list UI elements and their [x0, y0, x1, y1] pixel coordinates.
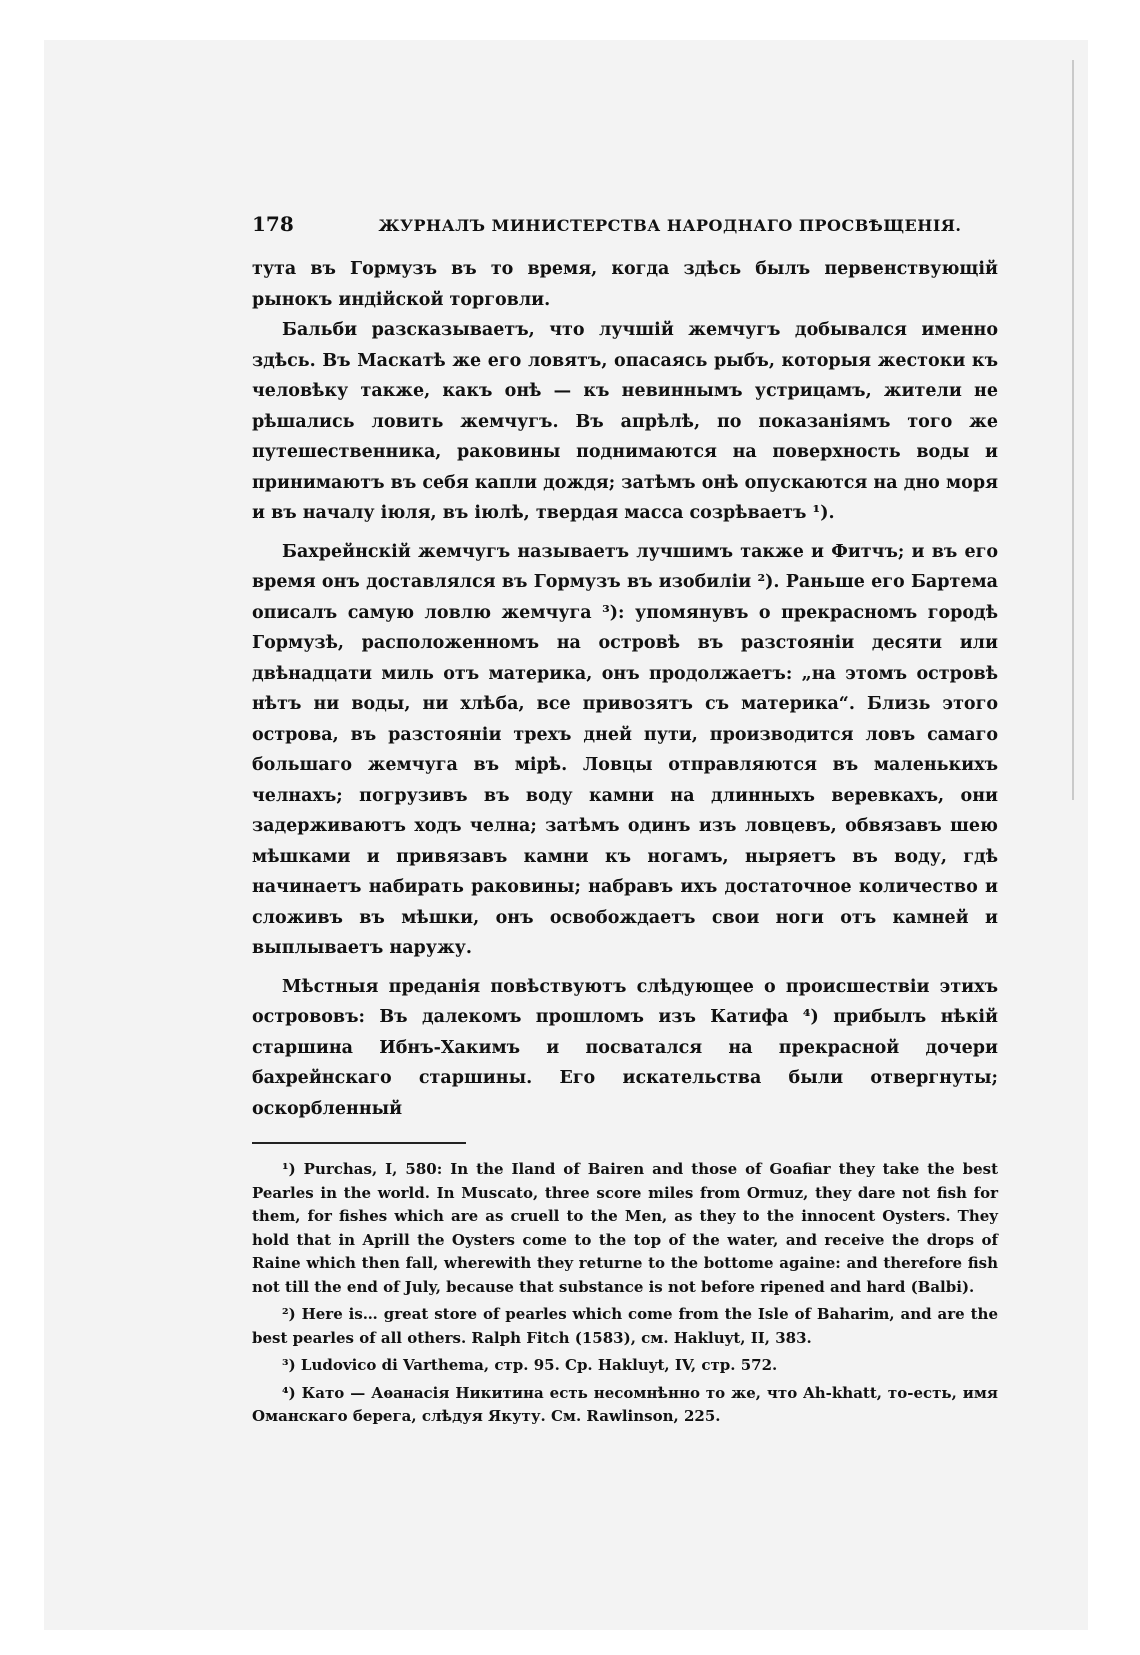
footnote-mark: ³): [282, 1356, 296, 1374]
footnote-text: Ludovico di Varthema, стр. 95. Ср. Hakluyt, IV, стр. 572.: [300, 1356, 778, 1374]
footnote: [252, 1303, 998, 1350]
footnote-mark: ¹): [282, 1160, 296, 1178]
footnote-text: Purchas, I, 580: In the Iland of Bairen and those of Goafiar they take the best Pearles in the world. In Muscato, three score miles from Ormuz, they dare not fish for them, for fishes which are as cruell to the Men, as they to the innocent Oysters. They hold that in Aprill the Oysters come to the top of the water, and receive the drops of Raine which then fall, wherewith they returne to the bottome againe: and therefore fish not till the end of July, because that substance is not before ripened and hard (Balbi).: [252, 1160, 999, 1296]
book-page: [252, 212, 998, 1433]
footnote: [252, 1354, 998, 1378]
footnote-text: Като — Аѳанасія Никитина есть несомнѣнно то же, что Ah-khatt, то-есть, имя Оманскаго берега, слѣдуя Якуту. См. Rawlinson, 225.: [252, 1383, 998, 1425]
page-number: 178: [252, 212, 294, 236]
footnote-mark: ⁴): [282, 1383, 296, 1402]
footnote: [252, 1382, 998, 1429]
journal-title: ЖУРНАЛЪ МИНИСТЕРСТВА НАРОДНАГО ПРОСВѢЩЕНІЯ.: [378, 216, 962, 235]
page-edge-line: [1072, 60, 1074, 800]
paragraph: тута въ Гормузъ въ то время, когда здѣсь былъ первенствующій рынокъ индійской торговли.: [252, 259, 998, 310]
paragraph: Мѣстныя преданія повѣствуютъ слѣдующее о происшествіи этихъ острововъ: Въ далекомъ прошломъ изъ Катифа ⁴) прибылъ нѣкій старшина Ибнъ-Хакимъ и посватался на прекрасной дочери бахрейнскаго старшины. Его искательства были отвергнуты; оскорбленный: [252, 976, 998, 1119]
main-text: [252, 254, 998, 1124]
running-head: [252, 212, 998, 234]
footnote-text: Here is… great store of pearles which come from the Isle of Baharim, and are the best pearles of all others. Ralph Fitch (1583), см. Hakluyt, II, 383.: [252, 1305, 998, 1347]
paragraph: Бахрейнскій жемчугъ называетъ лучшимъ также и Фитчъ; и въ его время онъ доставлялся въ Гормузъ въ изобиліи ²). Раньше его Бартема описалъ самую ловлю жемчуга ³): упомянувъ о прекрасномъ городѣ Гормузѣ, расположенномъ на островѣ въ разстояніи десяти или двѣнадцати миль отъ материка, онъ продолжаетъ: „на этомъ островѣ нѣтъ ни воды, ни хлѣба, все привозятъ съ материка“. Близь этого острова, въ разстояніи трехъ дней пути, производится ловъ самаго большаго жемчуга въ мірѣ. Ловцы отправляются въ маленькихъ челнахъ; погрузивъ въ воду камни на длинныхъ веревкахъ, они задерживаютъ ходъ челна; затѣмъ одинъ изъ ловцевъ, обвязавъ шею мѣшками и привязавъ камни къ ногамъ, ныряетъ въ воду, гдѣ начинаетъ набирать раковины; набравъ ихъ достаточное количество и сложивъ въ мѣшки, онъ освобождаетъ свои ноги отъ камней и выплываетъ наружу.: [252, 541, 998, 958]
paragraph: Бальби разсказываетъ, что лучшій жемчугъ добывался именно здѣсь. Въ Маскатѣ же его ловятъ, опасаясь рыбъ, которыя жестоки къ человѣку также, какъ онѣ — къ невиннымъ устрицамъ, жители не рѣшались ловить жемчугъ. Въ апрѣлѣ, по показаніямъ того же путешественника, раковины поднимаются на поверхность воды и принимаютъ въ себя капли дождя; затѣмъ онѣ опускаются на дно моря и въ началу іюля, въ іюлѣ, твердая масса созрѣваетъ ¹).: [252, 320, 998, 523]
footnote-mark: ²): [282, 1305, 296, 1323]
footnote-separator: [252, 1142, 466, 1144]
footnote: [252, 1158, 998, 1299]
footnotes: [252, 1158, 998, 1429]
